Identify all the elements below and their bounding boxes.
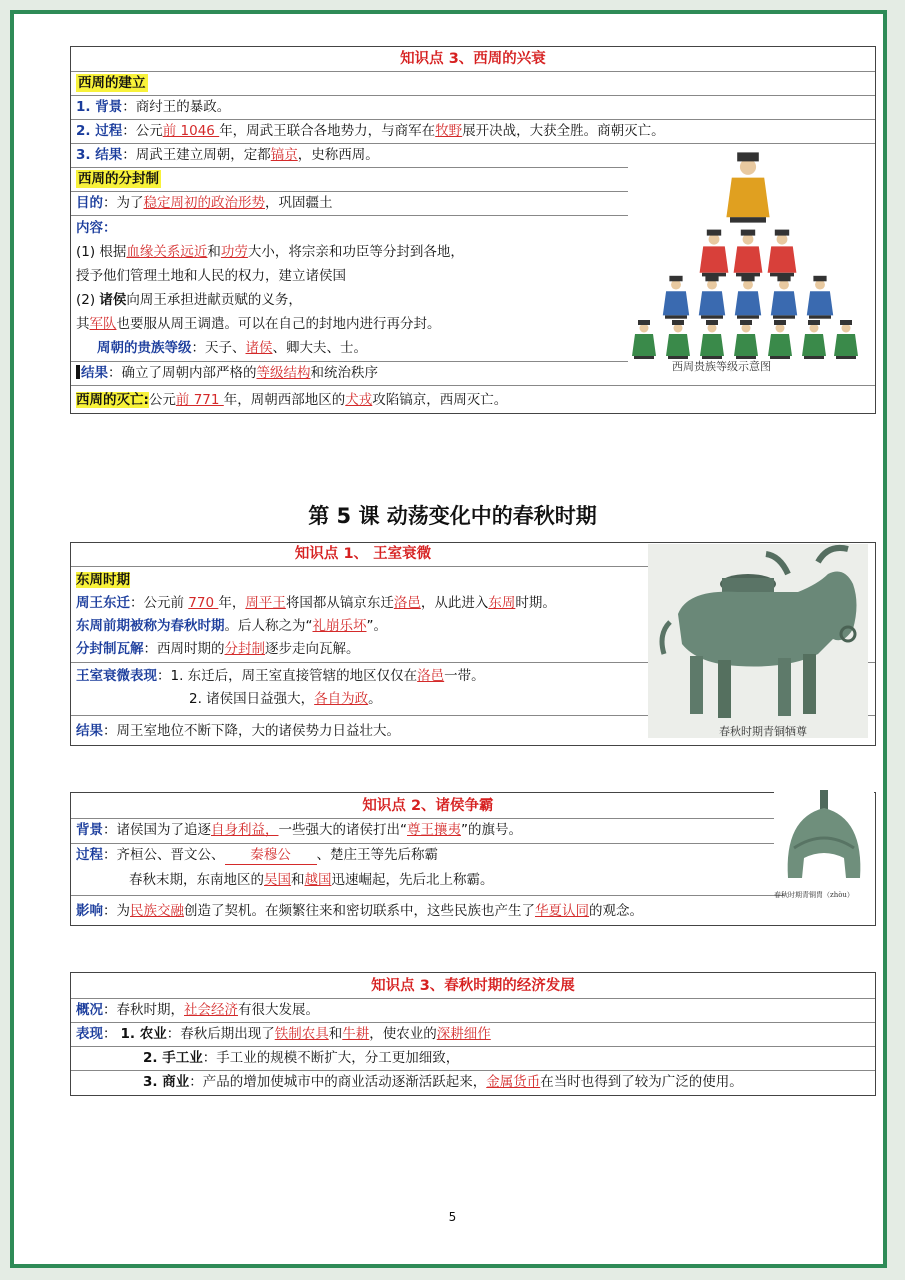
page-number: 5 [448, 1210, 457, 1224]
fief-result-row: 结果：确立了周朝内部严格的等级结构和统治秩序 [71, 362, 875, 386]
content-line-1: (1) 根据血缘关系远近和功劳大小，将宗亲和功臣等分封到各地， [76, 244, 464, 260]
content-line-3: (2) 诸侯向周王承担进献贡赋的义务， [76, 292, 302, 308]
fief-title-row [71, 168, 641, 192]
result-row: 3. 结果：周武王建立周朝，定都镐京，史称西周。 [71, 144, 641, 168]
economy-commerce-row: 3. 商业：产品的增加使城市中的商业活动逐渐活跃起来，金属货币在当时也得到了较为广泛的使用。 [143, 1074, 743, 1090]
pyramid-figures [628, 152, 860, 374]
process-row: 2. 过程：公元前 1046 年，周武王联合各地势力，与商军在牧野展开决战，大获全胜。商朝灭亡。 [71, 120, 875, 144]
decline-result-row: 结果：周王室地位不断下降，大的诸侯势力日益壮大。 [76, 723, 400, 739]
section-header: 知识点 1、 王室衰微 [71, 543, 655, 567]
helmet-caption: 春秋时期青铜胄（zhòu） [774, 891, 854, 899]
economy-agriculture-row: 表现： 1. 农业：春秋后期出现了铁制农具和牛耕，使农业的深耕细作 [71, 1023, 875, 1047]
purpose-row: 目的：为了稳定周初的政治形势，巩固疆土 [71, 192, 641, 216]
cursor-mark [76, 365, 80, 379]
founding-title: 西周的建立 [78, 75, 146, 91]
fief-title: 西周的分封制 [78, 171, 159, 187]
content-line-4: 其军队也要服从周王调遣。可以在自己的封地内进行再分封。 [76, 316, 441, 332]
section-header: 知识点 3、西周的兴衰 [71, 47, 875, 72]
move-east-row: 周王东迁：公元前 770 年，周平王将国都从镐京东迁洛邑，从此进入东周时期。 [76, 595, 556, 611]
fall-title: 西周的灭亡: [76, 392, 149, 408]
bronze-helmet-photo [774, 788, 874, 894]
fall-row: 西周的灭亡:公元前 771 年，周朝西部地区的犬戎攻陷镐京，西周灭亡。 [76, 392, 508, 408]
background-row: 1. 背景：商纣王的暴政。 [71, 96, 875, 120]
decline-row-1: 王室衰微表现：1. 东迁后，周王室直接管辖的地区仅仅在洛邑一带。 [76, 668, 485, 684]
fief-collapse-row: 分封制瓦解：西周时期的分封制逐步走向瓦解。 [71, 638, 875, 663]
pyramid-hierarchy-illustration [628, 152, 860, 374]
hegemony-process-row-2: 春秋末期，东南地区的吴国和越国迅速崛起，先后北上称霸。 [71, 869, 785, 896]
hegemony-background-row: 背景：诸侯国为了追逐自身利益，一些强大的诸侯打出“尊王攘夷”的旗号。 [71, 819, 785, 844]
bronze-ox-vessel-photo [648, 544, 868, 738]
bronze-ox-drawing [648, 544, 868, 738]
ox-vessel-caption: 春秋时期青铜牺尊 [719, 725, 807, 738]
page [10, 10, 887, 1268]
content-row: 内容： [76, 220, 117, 236]
lesson-title: 第 5 课 动荡变化中的春秋时期 [308, 504, 597, 528]
economy-handicraft-row: 2. 手工业：手工业的规模不断扩大，分工更加细致， [71, 1047, 875, 1071]
hegemony-influence-row: 影响：为民族交融创造了契机。在频繁往来和密切联系中，这些民族也产生了华夏认同的观念。 [76, 903, 643, 919]
economy-overview-row: 概况：春秋时期，社会经济有很大发展。 [71, 999, 875, 1023]
hegemony-process-row: 过程：齐桓公、晋文公、 秦穆公 、楚庄王等先后称霸 [76, 847, 438, 863]
section-economy [70, 972, 876, 1096]
decline-row-2: 2. 诸侯国日益强大，各自为政。 [71, 688, 875, 716]
section-header: 知识点 3、春秋时期的经济发展 [71, 973, 875, 999]
bronze-helmet-drawing [774, 788, 874, 894]
rank-row: 周朝的贵族等级：天子、诸侯、卿大夫、士。 [71, 337, 641, 362]
content-line-2: 授予他们管理土地和人民的权力，建立诸侯国 [76, 268, 346, 284]
eastern-zhou-title: 东周时期 [76, 572, 130, 588]
section-hegemony [70, 792, 876, 926]
pyramid-caption: 西周贵族等级示意图 [672, 360, 771, 373]
section-header: 知识点 2、诸侯争霸 [71, 793, 785, 819]
founding-title-row [71, 72, 875, 96]
spring-autumn-row: 东周前期被称为春秋时期。后人称之为“礼崩乐坏”。 [76, 618, 387, 634]
